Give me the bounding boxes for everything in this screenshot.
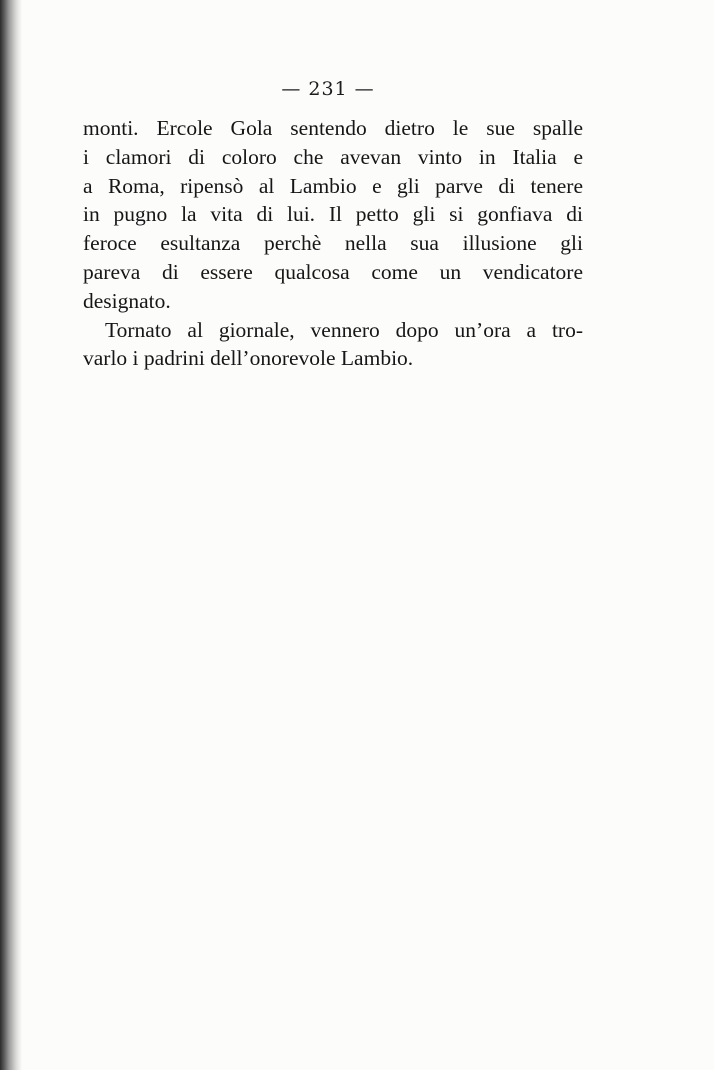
text-line: pareva di essere qualcosa come un vendicatore [83,259,583,284]
text-line: designato. [83,288,171,313]
page-number: — 231 — [281,78,375,100]
text-line: Tornato al giornale, vennero dopo un’ora a tro- [105,317,583,342]
body-text [83,114,583,373]
text-line: in pugno la vita di lui. Il petto gli si gonfiava di [83,202,583,227]
text-line: a Roma, ripensò al Lambio e gli parve di tenere [83,173,583,198]
text-line: monti. Ercole Gola sentendo dietro le sue spalle [83,116,583,140]
text-line: feroce esultanza perchè nella sua illusione gli [83,231,583,256]
text-line: varlo i padrini dell’onorevole Lambio. [83,346,414,371]
paragraph-2 [83,316,583,374]
page-binding-shadow [0,0,22,1070]
paragraph-1 [83,114,583,316]
text-line: i clamori di coloro che avevan vinto in Italia e [83,144,583,169]
